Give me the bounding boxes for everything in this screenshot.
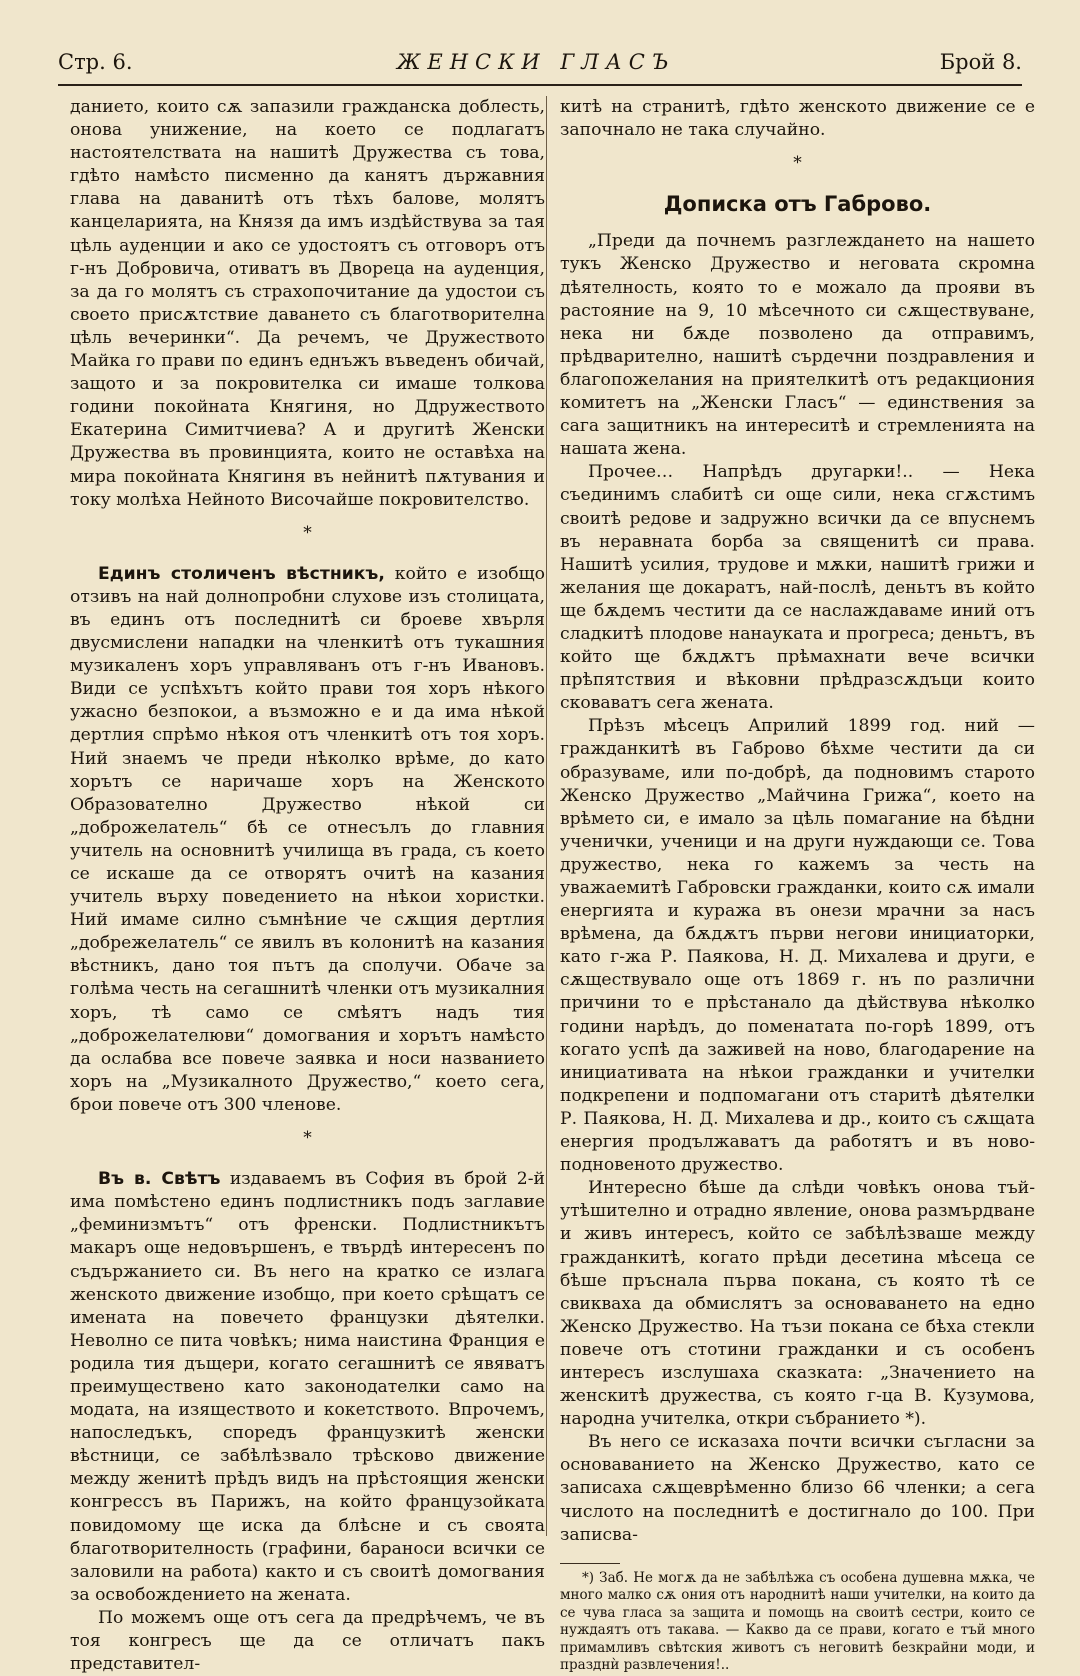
separator-star: *	[793, 153, 802, 174]
right-paragraph-3: Прѣзъ мѣсецъ Априлий 1899 год. ний — гражданкитѣ въ Габрово бѣхме честити да си образуваме, или по-добрѣ, да подновимъ старото Женско Дружество „Майчина Грижа“, което на врѣмето си, е имало за цѣль помагание на бѣдни ученички, ученици и на други нуждающи се. Това дружество, нека го кажемъ за честь на уважаемитѣ Габровски гражданки, които сѫ имали енергията и куража въ онези мрачни за насъ врѣмена, да бѫдѫтъ първи негови инициаторки, като г-жа Р. Паякова, Н. Д. Михалева и други, е сѫществувало още отъ 1869 г. нъ по различни причини то е прѣстанало да дѣйствува нѣколко години нарѣдъ, до поменатата по-горѣ 1899, отъ когато успѣ да заживей на ново, благодарение на инициативата на нѣкои гражданки и учителки подкрепени и подпомагани отъ старитѣ дѣятелки Р. Паякова, Н. Д. Михалева и др., които съ сѫщата енергия продължаватъ да работятъ и въ ново-подновеното дружество.	[560, 716, 1035, 1176]
newspaper-title: ЖЕНСКИ ГЛАСЪ	[396, 50, 676, 74]
left-paragraph-4: По можемъ още отъ сега да предрѣчемъ, че въ тоя конгресъ ще да се отличатъ пакъ представител-	[70, 1607, 545, 1675]
column-divider	[546, 96, 547, 1536]
article-body: издаваемъ въ София въ брой 2-й има помѣстено единъ подлистникъ подъ заглавие „феминизмътъ“ отъ френски. Подлистникътъ макаръ още недовършенъ, е твърдѣ интересенъ по съдържанието си. Въ него на кратко се излага женското движение изобщо, при което срѣщатъ се имената на повечето французки дѣятелки. Неволно се пита човѣкъ; нима наистина Франция е родила тия дъщери, когато сегашнитѣ се явяватъ преимуществено като законодателки само на модата, на изяществото и кокетството. Впрочемъ, напоследъкъ, споредъ французкитѣ женски вѣстници, се забѣлѣзвало трѣсково движение между женитѣ прѣдъ видъ на прѣстоящия женски конгрессъ въ Парижъ, на който французойката повидомому ще иска да блѣсне и съ своята благотворителность (графини, бараноси всички се заловили на работа) както и съ своитѣ домогвания за освобождението на жената.	[70, 1169, 545, 1605]
right-column	[560, 96, 1035, 1675]
article-lead: Въ в. Свѣтъ	[98, 1169, 221, 1190]
right-paragraph-2: Прочее… Напрѣдъ другарки!.. — Нека съединимъ слабитѣ си още сили, нека сгѫстимъ своитѣ редове и задружно всички да се впуснемъ въ неравната борба за священитѣ си права. Нашитѣ усилия, трудове и мѫки, нашитѣ грижи и желания ще докаратъ, най-послѣ, деньтъ въ който ще бѫдемъ честити да се наслаждаваме иний отъ сладкитѣ плодове нанауката и прогреса; деньтъ, въ който ще бѫдѫтъ прѣмахнати вече всички прѣпятствия и вѣковни прѣдразсѫдъци които сковаватъ сега жената.	[560, 462, 1035, 714]
issue-number: Брой 8.	[939, 50, 1022, 74]
separator-star: *	[303, 1128, 312, 1149]
page-number: Стр. 6.	[58, 50, 133, 74]
separator-star: *	[303, 522, 312, 543]
left-column	[70, 96, 545, 1676]
right-paragraph-0: китѣ на странитѣ, гдѣто женското движение се е започнало не така случайно.	[560, 97, 1035, 141]
footnote: *) Заб. Не могѫ да не забѣлѣжа съ особена душевна мѫка, че много малко сѫ ония отъ народнитѣ наши учителки, на които да се чува гласа за защита и помощь на своитѣ сестри, които се нуждаятъ отъ такава. — Какво да се прави, когато е тъй много примамливъ свѣтския животъ съ неговитѣ безкрайни моди, и празднѝ развлечения!..	[560, 1569, 1035, 1674]
section-heading: Дописка отъ Габрово.	[663, 192, 932, 217]
right-paragraph-1: „Преди да почнемъ разглеждането на нашето тукъ Женско Дружество и неговата скромна дѣятелность, която то е можало да прояви въ растояние на 9, 10 мѣсечното си сѫществуване, нека ни бѫде позволено да отправимъ, прѣдварително, нашитѣ сърдечни поздравления и благопожелания на приятелкитѣ отъ редакциония комитетъ на „Женски Гласъ“ — единствения за сага защитникъ на интереситѣ и стремленията на нашата жена.	[560, 231, 1035, 460]
left-paragraph-1: данието, които сѫ запазили гражданска доблесть, онова унижение, на което се подлагатъ настоятелствата на нашитѣ Дружества съ това, гдѣто намѣсто писменно да канятъ държавния глава на даванитѣ отъ тѣхъ балове, молятъ канцеларията, на Князя да имъ издѣйствува за тая цѣль ауденции и ако се удостоятъ съ отговоръ отъ г-нъ Добровича, отиватъ въ Двореца на ауденция, за да го молятъ съ страхопочитание да удостои съ своето присѫтствие даването съ благотворителна цѣль вечеринки“. Да речемъ, че Дружеството Майка го прави по единъ еднъжъ въведенъ обичай, защото и за покровителка си имаше толкова години покойната Княгиня, но Ддружеството Екатерина Симитчиева? А и другитѣ Женски Дружества въ провинцията, които не оставѣха на мира покойната Княгиня въ нейнитѣ пѫтувания и току молѣха Нейното Височайше покровителство.	[70, 97, 545, 510]
footnote-rule	[560, 1563, 620, 1564]
right-paragraph-4: Интересно бѣше да слѣди човѣкъ онова тъй-утѣшително и отрадно явление, онова размърдване и живъ интересъ, който се забѣлѣзваше между гражданкитѣ, когато прѣди десетина мѣсеца се бѣше пръснала първа покана, съ която тѣ се свикваха да обмислятъ за основаването на едно Женско Дружество. На тъзи покана се бѣха стекли повече отъ стотини гражданки и съ особенъ интересъ изслушаха сказката: „Значението на женскитѣ дружества, съ която г-ца В. Кузумова, народна учителка, откри събранието *).	[560, 1178, 1035, 1430]
article-body: който е изобщо отзивъ на най долнопробни слухове изъ столицата, въ единъ отъ последнитѣ си броеве хвърля двусмислени нападки на членкитѣ отъ тукашния музикаленъ хоръ управляванъ отъ г-нъ Ивановъ. Види се успѣхътъ който прави тоя хоръ нѣкого ужасно безпокои, а възможно е и да има нѣкой дертлия спрѣмо нѣкоя отъ членкитѣ отъ тоя хоръ. Ний знаемъ че преди нѣколко врѣме, до като хорътъ се наричаше хоръ на Женското Образователно Дружество нѣкой си „доброжелатель“ бѣ се отнесълъ до главния учитель на основнитѣ училища въ града, съ което се искаше да се отворятъ очитѣ на казания учитель върху поведението на нѣкои хористки. Ний имаме силно съмнѣние че сѫщия дертлия „добрежелатель“ се явилъ въ колонитѣ на казания вѣстникъ, дано тоя пътъ да сполучи. Обаче за голѣма честь на сегашнитѣ членки отъ музикалния хоръ, тѣ само се смѣятъ надъ тия „доброжелателюви“ домогвания и хорътъ намѣсто да ослабва все повече заявка и носи названието хоръ на „Музикалното Дружество,“ което сега, брои повече отъ 300 членове.	[70, 563, 545, 1115]
right-paragraph-5: Въ него се исказаха почти всички съгласни за основаванието на Женско Дружество, като се записаха сѫщеврѣменно близо 66 членки; а сега числото на последнитѣ е достигнало до 100. При записва-	[560, 1432, 1035, 1545]
article-lead: Единъ столиченъ вѣстникъ,	[98, 563, 385, 584]
page-header	[58, 40, 1022, 86]
left-paragraph-2	[70, 563, 545, 1117]
left-paragraph-3	[70, 1168, 545, 1607]
